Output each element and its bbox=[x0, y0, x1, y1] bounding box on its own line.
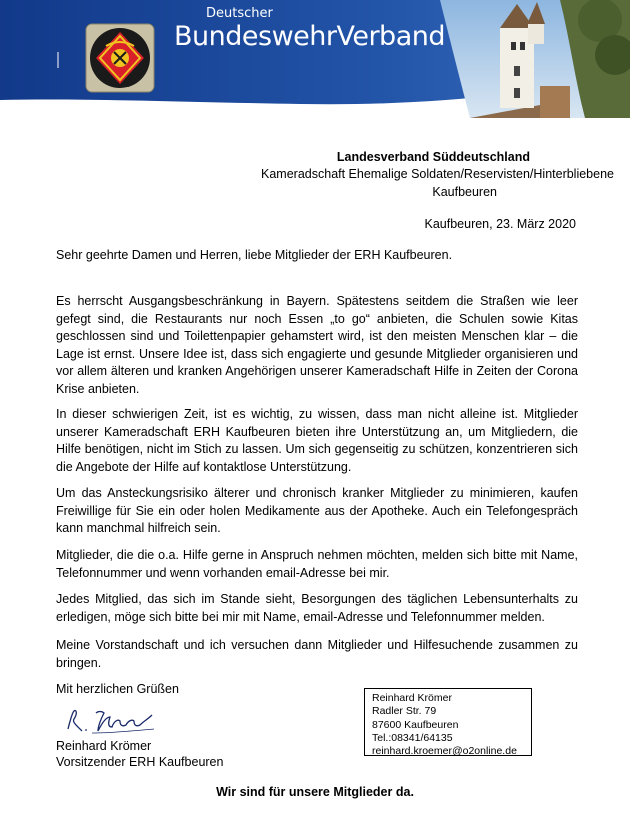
salutation: Sehr geehrte Damen und Herren, liebe Mitglieder der ERH Kaufbeuren. bbox=[56, 248, 453, 262]
signer-block bbox=[56, 738, 223, 770]
letter-date: Kaufbeuren, 23. März 2020 bbox=[424, 217, 576, 231]
header-line-1: Landesverband Süddeutschland bbox=[336, 150, 530, 164]
banner-title-small: Deutscher bbox=[206, 6, 273, 21]
paragraph-6: Meine Vorstandschaft und ich versuchen dann Mitglieder und Hilfesuchende zusammen zu bringen. bbox=[56, 638, 578, 670]
contact-street: Radler Str. 79 bbox=[372, 705, 437, 718]
contact-name: Reinhard Krömer bbox=[372, 692, 452, 704]
paragraph-1: Es herrscht Ausgangsbeschränkung in Bayern. Spätestens seitdem die Straßen wie leer gefegt sind, die Restaurants nur noch Essen „to go“ anbieten, die Schulen sowie Kitas geschlossen sind und Toilettenpapier gehamstert wird, ist den meisten Menschen klar – die Lage ist ernst. Unsere Idee ist, dass sich engagierte und gesunde Mitglieder organisieren und vor allem älteren und kranken Angehörigen unserer Kameradschaft Hilfe in Zeiten der Corona Krise anbieten. bbox=[56, 294, 578, 396]
signer-role: Vorsitzender ERH Kaufbeuren bbox=[56, 755, 224, 769]
handwritten-signature bbox=[62, 703, 162, 739]
contact-box bbox=[364, 688, 532, 756]
paragraph-3: Um das Ansteckungsrisiko älterer und chronisch kranker Mitglieder zu minimieren, kaufen Freiwillige für Sie ein oder holen Medikamente aus der Apotheke. Auch ein Telefongespräch kann manchmal hilfreich sein. bbox=[56, 486, 578, 535]
banner-title-big: BundeswehrVerband bbox=[174, 21, 445, 52]
header-line-3: Kaufbeuren bbox=[432, 185, 497, 199]
bundeswehrverband-emblem bbox=[84, 22, 156, 94]
contact-email: reinhard.kroemer@o2online.de bbox=[372, 745, 517, 758]
closing: Mit herzlichen Grüßen bbox=[56, 682, 179, 696]
signer-name: Reinhard Krömer bbox=[56, 739, 152, 753]
contact-city: 87600 Kaufbeuren bbox=[372, 718, 459, 731]
paragraph-2: In dieser schwierigen Zeit, ist es wichtig, zu wissen, dass man nicht alleine ist. Mitglieder unserer Kameradschaft ERH Kaufbeuren bieten ihre Unterstützung an, um Mitgliedern, die Hilfe benötigen, nicht im Stich zu lassen. Um sich gegenseitig zu schützen, konzentrieren sich die Angebote der Hilfe auf kontaktlose Unterstützung. bbox=[56, 407, 578, 474]
contact-phone: Tel.:08341/64135 bbox=[372, 731, 453, 744]
header-line-2: Kameradschaft Ehemalige Soldaten/Reservisten/Hinterbliebene bbox=[261, 167, 614, 181]
paragraph-5: Jedes Mitglied, das sich im Stande sieht, Besorgungen des täglichen Lebensunterhalts zu erledigen, möge sich bitte bei mir mit Name, email-Adresse und Telefonnummer melden. bbox=[56, 592, 578, 624]
slogan: Wir sind für unsere Mitglieder da. bbox=[216, 785, 414, 799]
header-banner bbox=[0, 0, 630, 118]
paragraph-4: Mitglieder, die die o.a. Hilfe gerne in Anspruch nehmen möchten, melden sich bitte mit Name, Telefonnummer und wenn vorhanden email-Adresse bei mir. bbox=[56, 548, 578, 580]
banner-logo-text bbox=[174, 6, 445, 52]
